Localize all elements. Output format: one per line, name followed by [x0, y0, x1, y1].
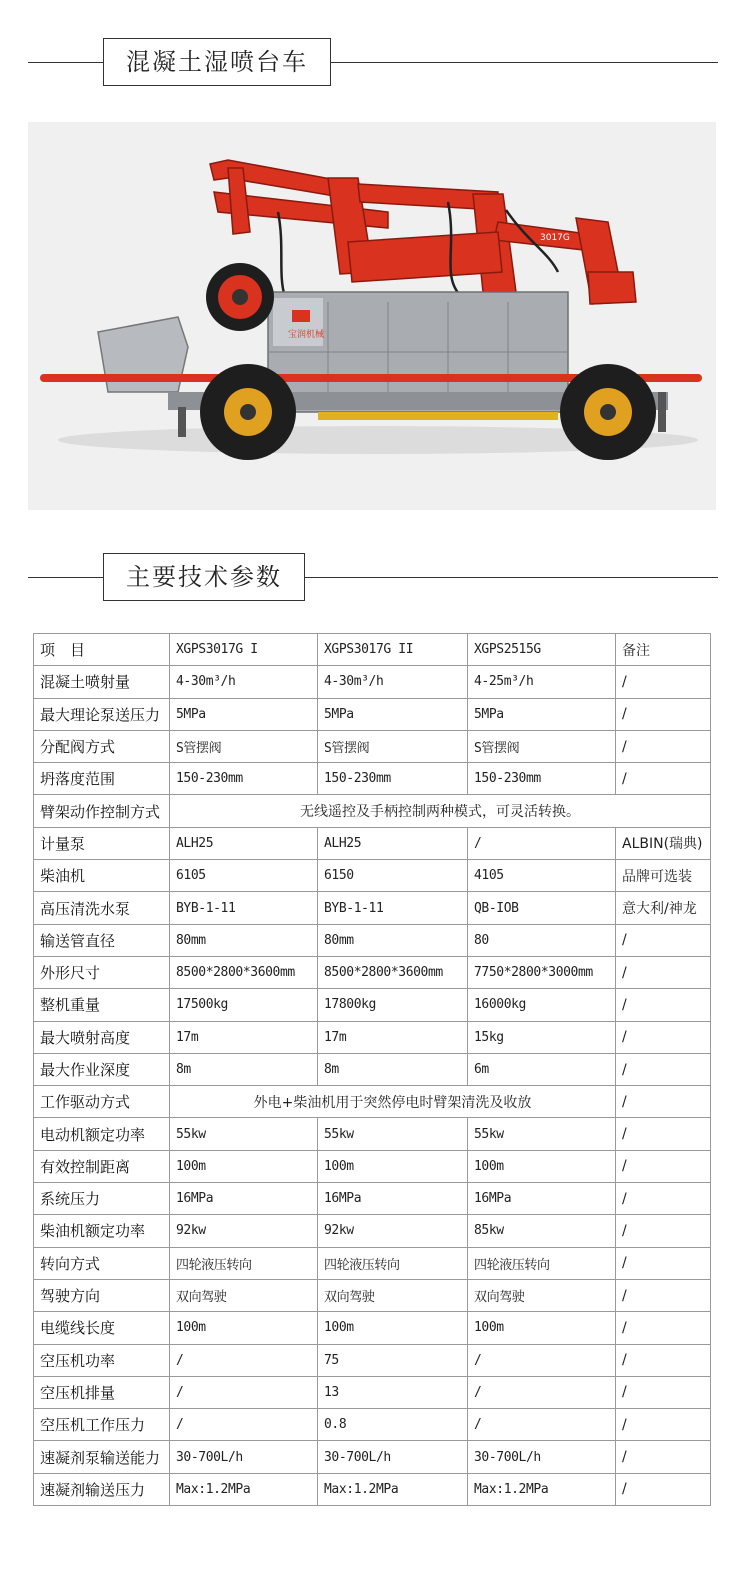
table-row — [34, 1150, 711, 1182]
row-label: 速凝剂输送压力 — [34, 1473, 170, 1505]
value-cell: 100m — [170, 1312, 318, 1344]
table-header-cell: 项 目 — [34, 634, 170, 666]
value-cell: S管摆阀 — [170, 730, 318, 762]
row-label: 驾驶方向 — [34, 1279, 170, 1311]
value-cell: 80mm — [318, 924, 468, 956]
value-cell: 双向驾驶 — [170, 1279, 318, 1311]
value-cell: 100m — [170, 1150, 318, 1182]
table-row — [34, 1279, 711, 1311]
row-label: 最大作业深度 — [34, 1053, 170, 1085]
table-row — [34, 1344, 711, 1376]
wheel-front — [560, 364, 656, 460]
spanned-value: 无线遥控及手柄控制两种模式，可灵活转换。 — [170, 795, 711, 827]
value-cell: 5MPa — [468, 698, 616, 730]
value-cell: 双向驾驶 — [318, 1279, 468, 1311]
value-cell: 6150 — [318, 860, 468, 892]
value-cell: 0.8 — [318, 1409, 468, 1441]
table-row — [34, 892, 711, 924]
row-label: 高压清洗水泵 — [34, 892, 170, 924]
row-label: 计量泵 — [34, 827, 170, 859]
value-cell: 150-230mm — [468, 763, 616, 795]
value-cell: 4-30m³/h — [318, 666, 468, 698]
value-cell: 7750*2800*3000mm — [468, 956, 616, 988]
value-cell: / — [170, 1409, 318, 1441]
logo-text: 宝润机械 — [288, 330, 325, 340]
note-cell: 意大利/神龙 — [616, 892, 711, 924]
value-cell: 8m — [318, 1053, 468, 1085]
table-row — [34, 1053, 711, 1085]
note-cell: ALBIN(瑞典) — [616, 827, 711, 859]
value-cell: 100m — [318, 1150, 468, 1182]
value-cell: Max:1.2MPa — [170, 1473, 318, 1505]
row-label: 转向方式 — [34, 1247, 170, 1279]
table-row — [34, 1376, 711, 1408]
value-cell: 4-25m³/h — [468, 666, 616, 698]
value-cell: / — [170, 1344, 318, 1376]
value-cell: Max:1.2MPa — [468, 1473, 616, 1505]
table-row — [34, 924, 711, 956]
table-row — [34, 1441, 711, 1473]
value-cell: 85kw — [468, 1215, 616, 1247]
value-cell: / — [468, 1376, 616, 1408]
table-row — [34, 763, 711, 795]
value-cell: 17800kg — [318, 989, 468, 1021]
row-label: 柴油机额定功率 — [34, 1215, 170, 1247]
value-cell: 100m — [468, 1312, 616, 1344]
note-cell: / — [616, 1150, 711, 1182]
value-cell: 30-700L/h — [318, 1441, 468, 1473]
value-cell: 17m — [318, 1021, 468, 1053]
value-cell: / — [468, 1344, 616, 1376]
section-header-machine — [28, 38, 718, 88]
value-cell: BYB-1-11 — [170, 892, 318, 924]
table-row — [34, 1215, 711, 1247]
value-cell: 6105 — [170, 860, 318, 892]
table-header-cell: XGPS2515G — [468, 634, 616, 666]
note-cell: / — [616, 956, 711, 988]
row-label: 最大喷射高度 — [34, 1021, 170, 1053]
value-cell: ALH25 — [318, 827, 468, 859]
note-cell: / — [616, 666, 711, 698]
table-header-cell: XGPS3017G II — [318, 634, 468, 666]
value-cell: 16000kg — [468, 989, 616, 1021]
value-cell: 80 — [468, 924, 616, 956]
row-label: 输送管直径 — [34, 924, 170, 956]
value-cell: S管摆阀 — [468, 730, 616, 762]
note-cell: / — [616, 1441, 711, 1473]
value-cell: QB-IOB — [468, 892, 616, 924]
row-label: 速凝剂泵输送能力 — [34, 1441, 170, 1473]
value-cell: 16MPa — [170, 1183, 318, 1215]
row-label: 空压机排量 — [34, 1376, 170, 1408]
note-cell: / — [616, 1247, 711, 1279]
value-cell: 双向驾驶 — [468, 1279, 616, 1311]
row-label: 外形尺寸 — [34, 956, 170, 988]
row-label: 空压机工作压力 — [34, 1409, 170, 1441]
table-header-cell: XGPS3017G I — [170, 634, 318, 666]
value-cell: 13 — [318, 1376, 468, 1408]
value-cell: ALH25 — [170, 827, 318, 859]
value-cell: 17500kg — [170, 989, 318, 1021]
row-label: 坍落度范围 — [34, 763, 170, 795]
value-cell: 四轮液压转向 — [170, 1247, 318, 1279]
table-row — [34, 989, 711, 1021]
value-cell: 55kw — [170, 1118, 318, 1150]
row-label: 电缆线长度 — [34, 1312, 170, 1344]
value-cell: 8500*2800*3600mm — [318, 956, 468, 988]
section-title: 混凝土湿喷台车 — [103, 38, 331, 86]
note-cell: 品牌可选装 — [616, 860, 711, 892]
value-cell: 30-700L/h — [468, 1441, 616, 1473]
table-row — [34, 698, 711, 730]
note-cell: / — [616, 698, 711, 730]
table-row — [34, 1473, 711, 1505]
value-cell: 100m — [468, 1150, 616, 1182]
value-cell: BYB-1-11 — [318, 892, 468, 924]
table-row — [34, 730, 711, 762]
note-cell: / — [616, 924, 711, 956]
row-label: 工作驱动方式 — [34, 1086, 170, 1118]
boom-marking: 3017G — [540, 233, 570, 243]
value-cell: 8m — [170, 1053, 318, 1085]
table-row — [34, 860, 711, 892]
shotcrete-machine-illustration — [28, 122, 716, 510]
row-label: 整机重量 — [34, 989, 170, 1021]
note-cell: / — [616, 763, 711, 795]
value-cell: Max:1.2MPa — [318, 1473, 468, 1505]
table-row — [34, 1021, 711, 1053]
value-cell: 75 — [318, 1344, 468, 1376]
value-cell: S管摆阀 — [318, 730, 468, 762]
row-label: 柴油机 — [34, 860, 170, 892]
value-cell: 150-230mm — [318, 763, 468, 795]
note-cell: / — [616, 1376, 711, 1408]
row-label: 最大理论泵送压力 — [34, 698, 170, 730]
value-cell: 30-700L/h — [170, 1441, 318, 1473]
note-cell: / — [616, 1279, 711, 1311]
table-row — [34, 795, 711, 827]
note-cell: / — [616, 989, 711, 1021]
table-row — [34, 827, 711, 859]
row-label: 系统压力 — [34, 1183, 170, 1215]
row-label: 臂架动作控制方式 — [34, 795, 170, 827]
row-label: 混凝土喷射量 — [34, 666, 170, 698]
value-cell: 17m — [170, 1021, 318, 1053]
value-cell: 5MPa — [170, 698, 318, 730]
note-cell: / — [616, 1086, 711, 1118]
table-row — [34, 1118, 711, 1150]
value-cell: 55kw — [318, 1118, 468, 1150]
spanned-value: 外电+柴油机用于突然停电时臂架清洗及收放 — [170, 1086, 616, 1118]
value-cell: 四轮液压转向 — [468, 1247, 616, 1279]
note-cell: / — [616, 1053, 711, 1085]
table-row — [34, 1247, 711, 1279]
row-label: 有效控制距离 — [34, 1150, 170, 1182]
spec-table — [33, 633, 711, 1506]
table-header-row — [34, 634, 711, 666]
note-cell: / — [616, 1344, 711, 1376]
table-row — [34, 666, 711, 698]
value-cell: 四轮液压转向 — [318, 1247, 468, 1279]
note-cell: / — [616, 730, 711, 762]
note-cell: / — [616, 1409, 711, 1441]
note-cell: / — [616, 1118, 711, 1150]
table-header-cell: 备注 — [616, 634, 711, 666]
table-row — [34, 1409, 711, 1441]
value-cell: 80mm — [170, 924, 318, 956]
value-cell: 15kg — [468, 1021, 616, 1053]
value-cell: 6m — [468, 1053, 616, 1085]
section-title: 主要技术参数 — [103, 553, 305, 601]
note-cell: / — [616, 1215, 711, 1247]
value-cell: 92kw — [318, 1215, 468, 1247]
note-cell: / — [616, 1312, 711, 1344]
note-cell: / — [616, 1021, 711, 1053]
value-cell: / — [468, 1409, 616, 1441]
row-label: 电动机额定功率 — [34, 1118, 170, 1150]
table-row — [34, 956, 711, 988]
value-cell: 100m — [318, 1312, 468, 1344]
note-cell: / — [616, 1473, 711, 1505]
value-cell: 4-30m³/h — [170, 666, 318, 698]
table-row — [34, 1183, 711, 1215]
wheel-rear — [200, 364, 296, 460]
value-cell: / — [468, 827, 616, 859]
value-cell: 5MPa — [318, 698, 468, 730]
value-cell: 16MPa — [318, 1183, 468, 1215]
value-cell: 55kw — [468, 1118, 616, 1150]
product-photo — [28, 122, 716, 510]
value-cell: 92kw — [170, 1215, 318, 1247]
table-row — [34, 1086, 711, 1118]
row-label: 空压机功率 — [34, 1344, 170, 1376]
value-cell: 8500*2800*3600mm — [170, 956, 318, 988]
value-cell: 4105 — [468, 860, 616, 892]
value-cell: 16MPa — [468, 1183, 616, 1215]
note-cell: / — [616, 1183, 711, 1215]
table-row — [34, 1312, 711, 1344]
value-cell: 150-230mm — [170, 763, 318, 795]
row-label: 分配阀方式 — [34, 730, 170, 762]
value-cell: / — [170, 1376, 318, 1408]
section-header-specs — [28, 553, 718, 603]
